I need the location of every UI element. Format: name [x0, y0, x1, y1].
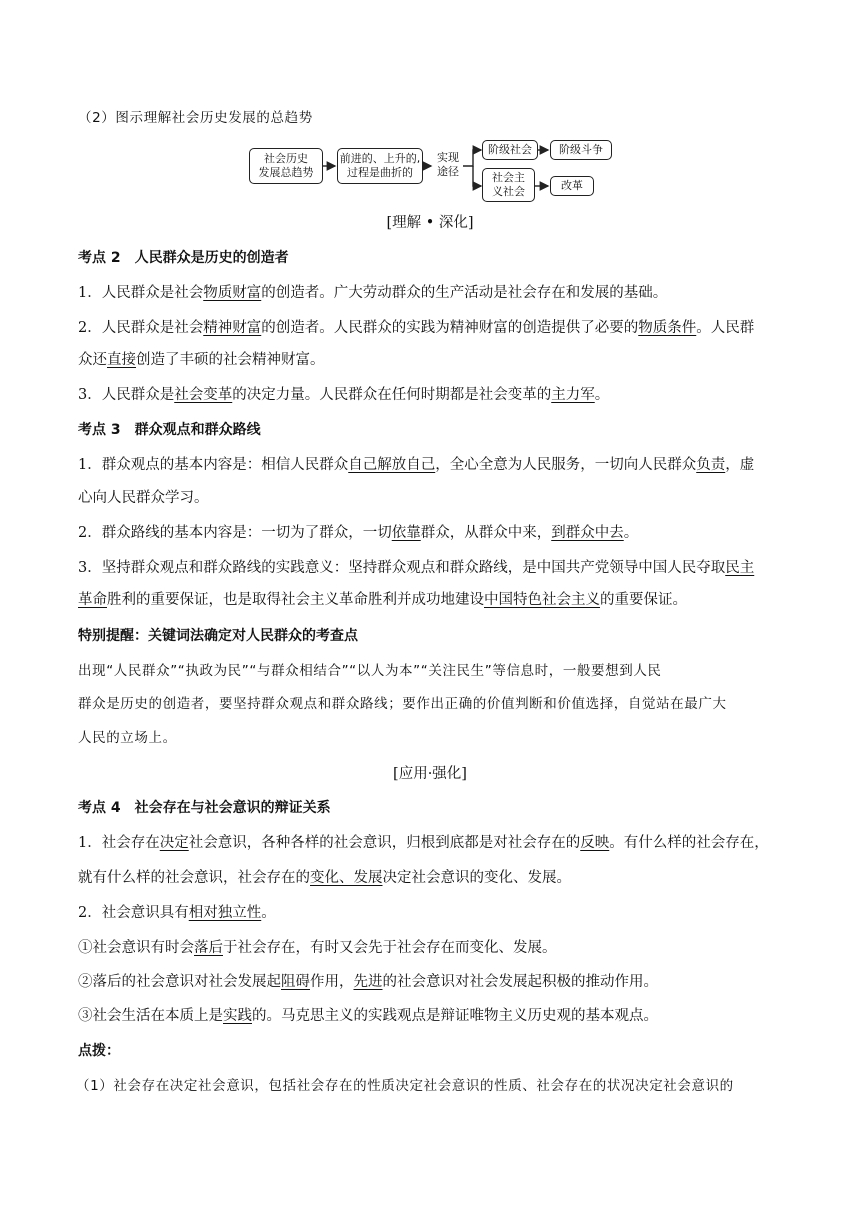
section-heading-understanding: [理解 • 深化]: [386, 215, 474, 231]
arrow-3: [463, 150, 481, 166]
k2-point1: 1．人民群众是社会物质财富的创造者。广大劳动群众的生产活动是社会存在和发展的基础。: [78, 285, 668, 301]
k4-title: 考点 4 社会存在与社会意识的辩证关系: [78, 800, 331, 816]
k4-point2: 2．社会意识具有相对独立性。: [78, 905, 276, 921]
box-trend-line2: 发展总趋势: [258, 166, 314, 179]
tip-title: 特别提醒：关键词法确定对人民群众的考查点: [78, 628, 358, 644]
k2-point3: 3．人民群众是社会变革的决定力量。人民群众在任何时期都是社会变革的主力军。: [78, 387, 610, 403]
path-label-line2: 途径: [437, 165, 459, 178]
path-label: [433, 151, 463, 179]
section-heading-application: [应用·强化]: [393, 766, 467, 782]
box-progress-line1: 前进的、上升的,: [339, 152, 421, 165]
box-trend-line1: 社会历史: [264, 152, 308, 165]
box-class-society: 阶级社会: [482, 140, 538, 160]
tip-line2: 群众是历史的创造者，要坚持群众观点和群众路线；要作出正确的价值判断和价值选择，自觉站在最广大: [78, 696, 727, 712]
k2-point2-cont: 众还直接创造了丰硕的社会精神财富。: [78, 352, 325, 368]
box-reform: 改革: [550, 176, 594, 196]
trend-diagram: [245, 136, 615, 204]
k3-title: 考点 3 群众观点和群众路线: [78, 422, 261, 438]
tip-line1: 出现“人民群众”“执政为民”“与群众相结合”“以人为本”“关注民生”等信息时，一般要想到人民: [78, 663, 662, 679]
k2-title: 考点 2 人民群众是历史的创造者: [78, 250, 289, 266]
intro-line: （2）图示理解社会历史发展的总趋势: [78, 110, 313, 126]
box-class-struggle: 阶级斗争: [550, 140, 612, 160]
k3-point2: 2．群众路线的基本内容是：一切为了群众，一切依靠群众，从群众中来，到群众中去。: [78, 525, 639, 541]
k3-point3-cont: 革命胜利的重要保证，也是取得社会主义革命胜利并成功地建设中国特色社会主义的重要保证。: [78, 592, 687, 608]
path-label-line1: 实现: [437, 151, 459, 164]
k4-circle3: ③社会生活在本质上是实践的。马克思主义的实践观点是辩证唯物主义历史观的基本观点。: [78, 1008, 658, 1024]
k3-point1: 1．群众观点的基本内容是：相信人民群众自己解放自己，全心全意为人民服务，一切向人民群众负责，虚: [78, 457, 755, 473]
k2-point2: 2．人民群众是社会精神财富的创造者。人民群众的实践为精神财富的创造提供了必要的物质条件。人民群: [78, 320, 755, 336]
k4-point1: 1．社会存在决定社会意识，各种各样的社会意识，归根到底都是对社会存在的反映。有什么样的社会存在，: [78, 835, 769, 851]
k4-point1-cont: 就有什么样的社会意识，社会存在的变化、发展决定社会意识的变化、发展。: [78, 870, 571, 886]
arrow-4: [473, 166, 481, 186]
box-socialism-line2: 义社会: [492, 185, 525, 198]
k3-point1-cont: 心向人民群众学习。: [78, 490, 209, 506]
hint-title: 点拨：: [78, 1043, 120, 1059]
tip-line3: 人民的立场上。: [78, 730, 177, 746]
box-socialism-line1: 社会主: [492, 171, 525, 184]
hint-line1: （1）社会存在决定社会意识，包括社会存在的性质决定社会意识的性质、社会存在的状况决定社会意识的: [76, 1078, 734, 1094]
k4-circle1: ①社会意识有时会落后于社会存在，有时又会先于社会存在而变化、发展。: [78, 940, 557, 956]
box-progress: [337, 148, 423, 184]
k3-point3: 3．坚持群众观点和群众路线的实践意义：坚持群众观点和群众路线，是中国共产党领导中国人民夺取民主: [78, 560, 755, 576]
box-trend: [249, 148, 323, 184]
k4-circle2: ②落后的社会意识对社会发展起阻碍作用，先进的社会意识对社会发展起积极的推动作用。: [78, 974, 658, 990]
box-socialism: [482, 168, 535, 202]
box-progress-line2: 过程是曲折的: [347, 166, 413, 179]
